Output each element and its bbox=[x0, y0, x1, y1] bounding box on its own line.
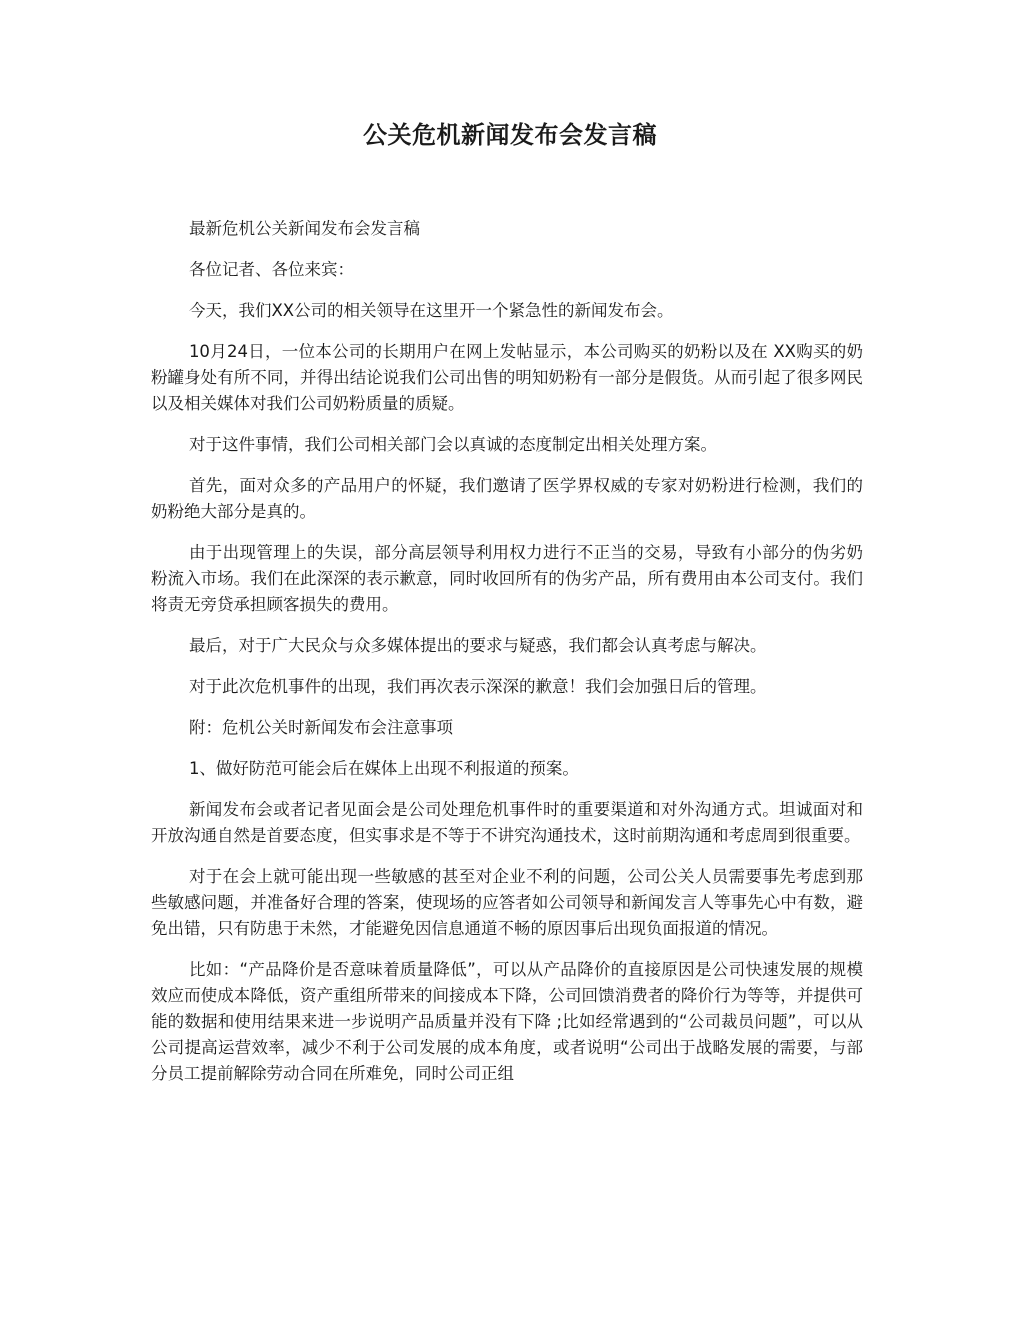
paragraph-response: 对于这件事情，我们公司相关部门会以真诚的态度制定出相关处理方案。 bbox=[188, 435, 717, 454]
paragraph-opening: 今天，我们XX公司的相关领导在这里开一个紧急性的新闻发布会。 bbox=[188, 301, 674, 320]
paragraph-apology: 对于此次危机事件的出现，我们再次表示深深的歉意！我们会加强日后的管理。 bbox=[188, 677, 767, 696]
paragraph-first: 首先，面对众多的产品用户的怀疑，我们邀请了医学界权威的专家对奶粉进行检测，我们的奶粉绝大部分是真的。 bbox=[151, 476, 863, 521]
document-body bbox=[151, 216, 863, 1102]
paragraph-salutation: 各位记者、各位来宾： bbox=[188, 260, 354, 279]
paragraph-point-1: 1、做好防范可能会后在媒体上出现不利报道的预案。 bbox=[188, 759, 579, 778]
paragraph-finally: 最后，对于广大民众与众多媒体提出的要求与疑惑，我们都会认真考虑与解决。 bbox=[188, 636, 767, 655]
paragraph-subtitle: 最新危机公关新闻发布会发言稿 bbox=[188, 219, 420, 238]
document-title: 公关危机新闻发布会发言稿 bbox=[363, 120, 657, 149]
paragraph-press-channel: 新闻发布会或者记者见面会是公司处理危机事件时的重要渠道和对外沟通方式。坦诚面对和开放沟通自然是首要态度，但实事求是不等于不讲究沟通技术，这时前期沟通和考虑周到很重要。 bbox=[151, 800, 863, 845]
paragraph-examples: 比如：“产品降价是否意味着质量降低”，可以从产品降价的直接原因是公司快速发展的规模效应而使成本降低，资产重组所带来的间接成本下降，公司回馈消费者的降价行为等等，并提供可能的数据和使用结果来进一步说明产品质量并没有下降 ;比如经常遇到的“公司裁员问题”，可以从公司提高运营效率，减少不利于公司发展的成本角度，或者说明“公司出于战略发展的需要，与部分员工提前解除劳动合同在所难免，同时公司正组 bbox=[151, 960, 863, 1083]
paragraph-appendix-heading: 附：危机公关时新闻发布会注意事项 bbox=[188, 718, 453, 737]
paragraph-sensitive-issues: 对于在会上就可能出现一些敏感的甚至对企业不利的问题，公司公关人员需要事先考虑到那些敏感问题，并准备好合理的答案，使现场的应答者如公司领导和新闻发言人等事先心中有数，避免出错，只有防患于未然，才能避免因信息通道不畅的原因事后出现负面报道的情况。 bbox=[151, 867, 863, 938]
paragraph-cause: 由于出现管理上的失误，部分高层领导利用权力进行不正当的交易，导致有小部分的伪劣奶粉流入市场。我们在此深深的表示歉意，同时收回所有的伪劣产品，所有费用由本公司支付。我们将责无旁贷承担顾客损失的费用。 bbox=[151, 543, 863, 614]
paragraph-incident: 10月24日，一位本公司的长期用户在网上发帖显示，本公司购买的奶粉以及在 XX购买的奶粉罐身处有所不同，并得出结论说我们公司出售的明知奶粉有一部分是假货。从而引起了很多网民以及相关媒体对我们公司奶粉质量的质疑。 bbox=[151, 342, 863, 413]
